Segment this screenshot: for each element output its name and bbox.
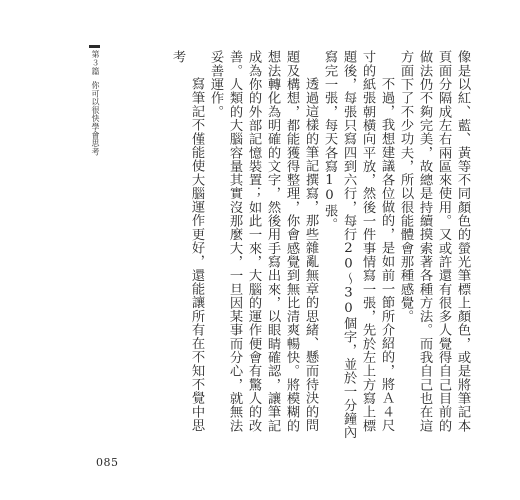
- paragraph: 寫筆記不僅能使大腦運作更好，還能讓所有在不知不覺中思考: [170, 50, 204, 432]
- paragraph: 像是以紅、藍、黃等不同顏色的螢光筆標上顏色，或是將筆記本頁面分隔成左右兩區來使用。又或許還有很多人覺得自己目前的做法仍不夠完美，故總是持續摸索著各種方法。而我自己也在這方面下了不少功夫，所以很能體會那種感覺。: [398, 50, 470, 433]
- running-head-rule: [89, 45, 100, 48]
- body-text: [168, 50, 472, 440]
- paragraph: 不過，我想建議各位做的，是如前一節所介紹的，將Ａ４尺寸的紙張朝橫向平放，然後一件事情寫一張，先於左上方寫上標題後，每張只寫四到六行，每行20～30個字，並於一分鐘內寫完一張，每天各寫10張。: [322, 50, 394, 439]
- chapter-label: 第３篇: [91, 50, 100, 76]
- paragraph: 透過這樣的筆記撰寫，那些雜亂無章的思緒、懸而待決的問題及構想，都能獲得整理，你會感覺到無比清爽暢快。將模糊的想法轉化為明確的文字，然後用手寫出來，以眼睛確認，讓筆記成為你的外部記憶裝置；如此一來，大腦的運作便會有驚人的改善。人類的大腦容量其實沒那麼大，一旦因某事而分心，就無法妥善運作。: [208, 50, 318, 433]
- book-title: 你可以很快學會思考: [91, 81, 100, 156]
- page-number: 085: [96, 456, 119, 469]
